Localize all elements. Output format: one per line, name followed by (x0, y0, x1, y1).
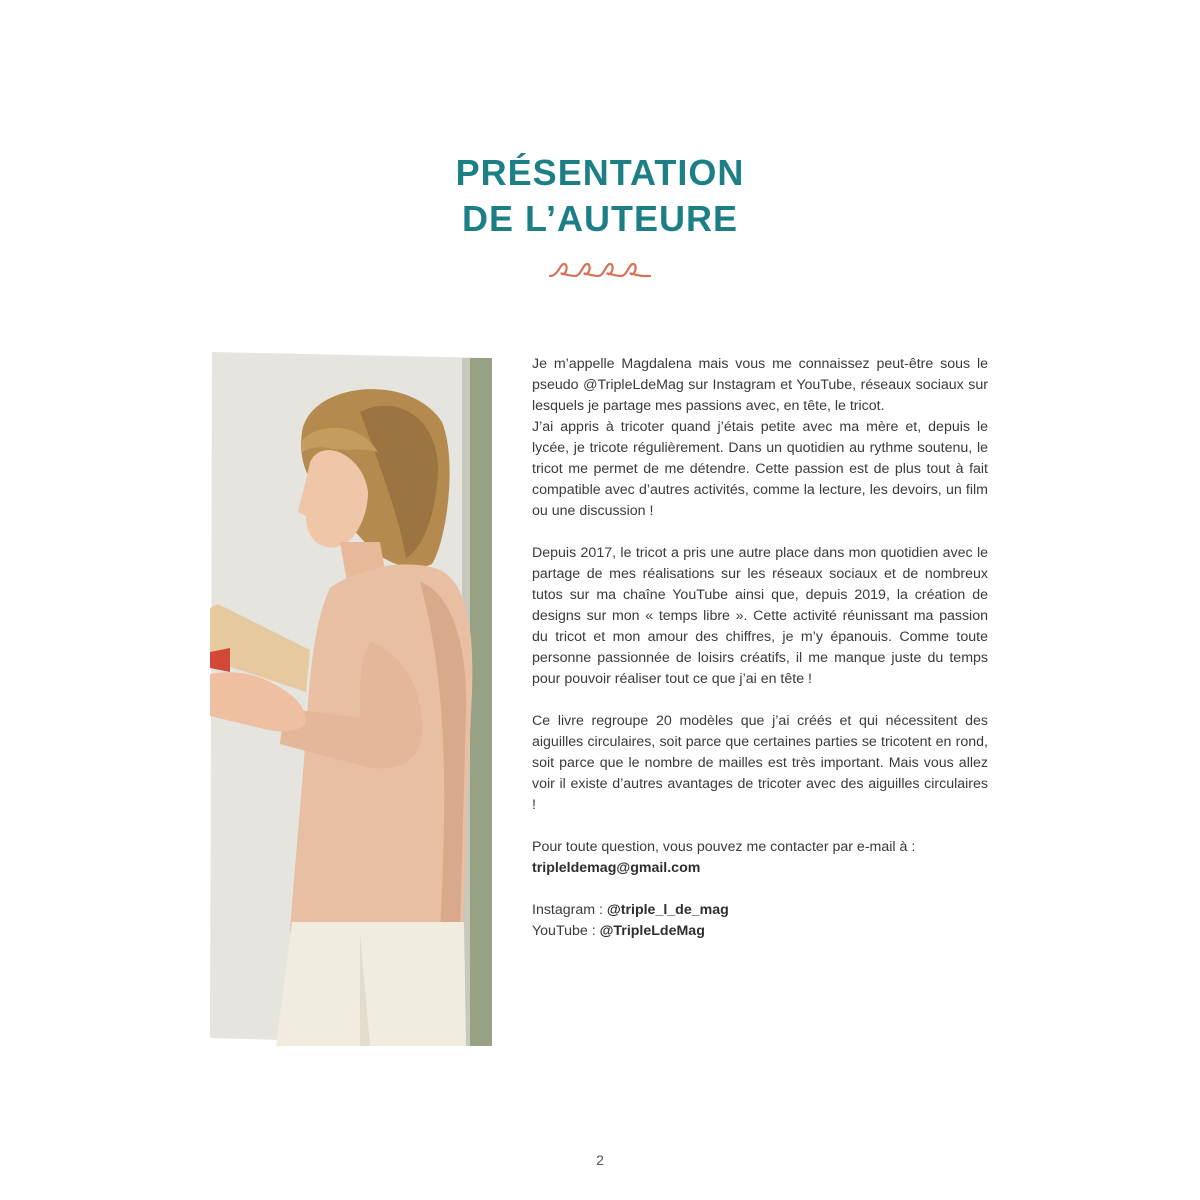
youtube-handle-link[interactable]: @TripleLdeMag (599, 923, 705, 939)
instagram-label: Instagram : (532, 902, 607, 918)
author-photo (210, 352, 492, 1046)
title-line-2: DE L’AUTEURE (461, 198, 739, 239)
page-title (300, 150, 900, 242)
youtube-label: YouTube : (532, 923, 600, 939)
email-link[interactable]: tripleldemag@gmail.com (532, 860, 701, 876)
bio-paragraph-3: Ce livre regroupe 20 modèles que j’ai créés et qui nécessitent des aiguilles circulaires, soit parce que certaines parties se tricotent en rond, soit parce que le nombre de mailles est très important. Mais vous allez voir il existe d’autres avantages de tricoter avec des aiguilles circulaires ! (532, 713, 988, 813)
bio-paragraph-2: Depuis 2017, le tricot a pris une autre place dans mon quotidien avec le partage de mes réalisations sur les réseaux sociaux et de nombreux tutos sur ma chaîne YouTube ainsi que, depuis 2019, la création de designs sur mon « temps libre ». Cette activité réunissant ma passion du tricot et mon amour des chiffres, je m’y épanouis. Comme toute personne passionnée de loisirs créatifs, il me manque juste du temps pour pouvoir réaliser tout ce que j’ai en tête ! (532, 545, 988, 687)
squiggle-ornament-icon (548, 260, 652, 282)
page-number: 2 (596, 1152, 604, 1168)
instagram-handle-link[interactable]: @triple_l_de_mag (606, 902, 729, 918)
bio-paragraph-1: Je m’appelle Magdalena mais vous me connaissez peut-être sous le pseudo @TripleLdeMag sur Instagram et YouTube, réseaux sociaux sur lesquels je partage mes passions avec, en tête, le tricot. (532, 356, 988, 414)
bio-text (532, 354, 988, 963)
title-line-1: PRÉSENTATION (455, 152, 745, 193)
bio-paragraph-1b: J’ai appris à tricoter quand j’étais petite avec ma mère et, depuis le lycée, je tricote régulièrement. Dans un quotidien au rythme soutenu, le tricot me permet de me détendre. Cette passion est de plus tout à fait compatible avec d’autres activités, comme la lecture, les devoirs, un film ou une discussion ! (532, 419, 988, 519)
contact-intro: Pour toute question, vous pouvez me contacter par e-mail à : (532, 839, 916, 855)
